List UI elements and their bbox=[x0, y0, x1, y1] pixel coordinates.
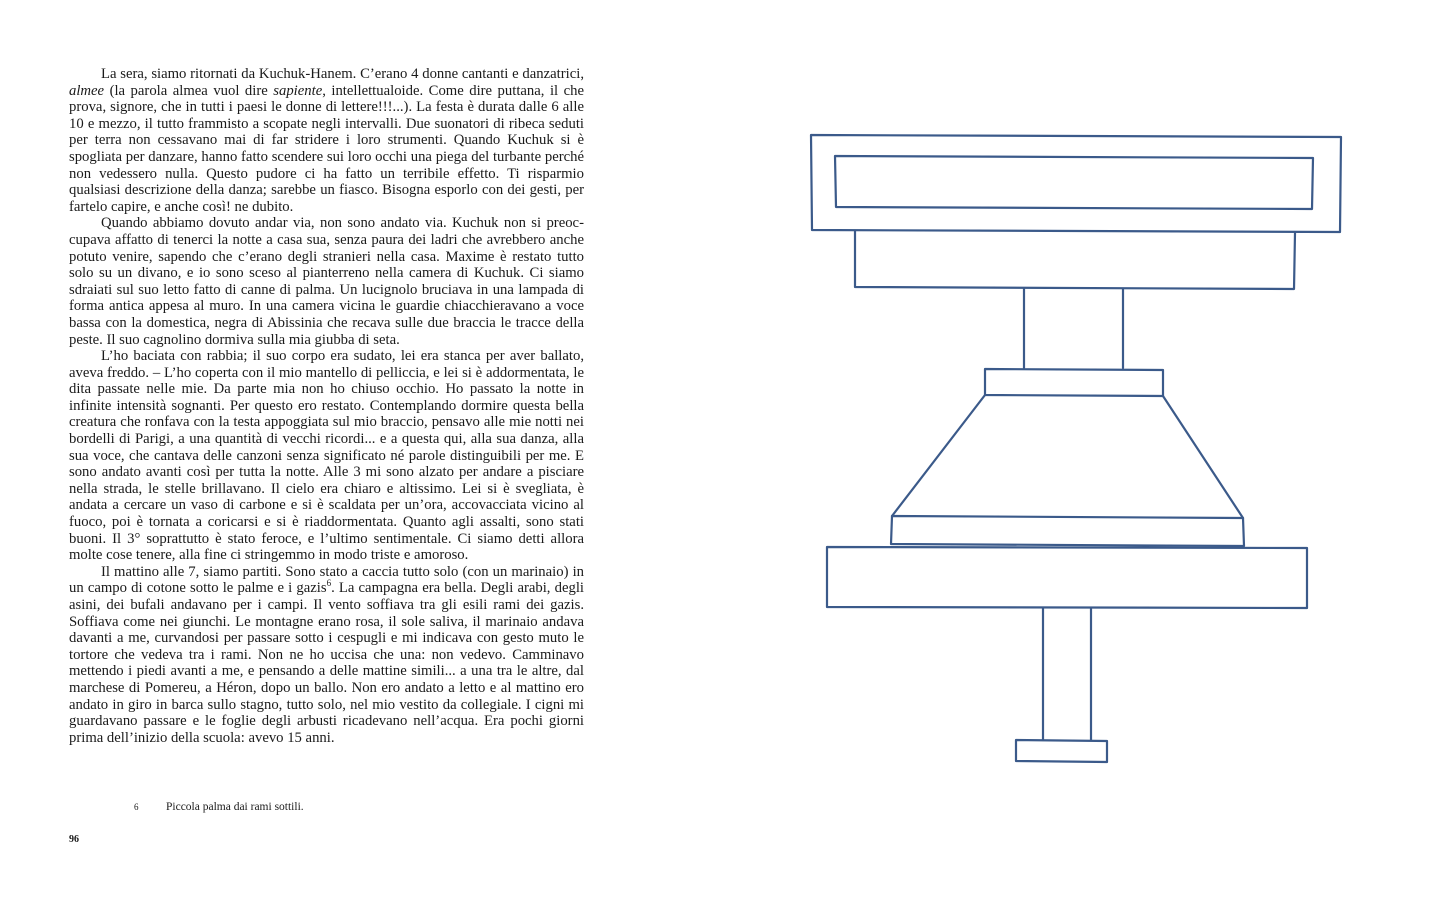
italic-term: almee bbox=[69, 82, 105, 99]
footnote bbox=[134, 800, 304, 814]
trapezoid-right bbox=[1163, 396, 1243, 518]
text-run: Il mattino alle 7, siamo partiti. Sono stato a caccia tutto solo (con un marinaio) in un campo di cotone sotto le palme e i gazis bbox=[69, 563, 584, 597]
page-number: 96 bbox=[69, 834, 79, 845]
upper-block bbox=[855, 231, 1295, 289]
text-run: Quando abbiamo dovuto andar via, non sono andato via. Kuchuk non si preoccupava affatto di tenerci la notte a casa sua, senza paura dei ladri che avrebbero anche potuto venire, sapendo che c’erano degli stranieri nella casa. Maxime è restato tutto solo su un divano, e io sono sceso al pianterreno nella camera di Kuchuk. Ci siamo sdraiati sul suo letto fatto di canne di palma. Un lucignolo bruciava in una lampada di forma antica appesa al muro. In una camera vicina le guardie chiacchieravano a voce bassa con la domestica, negra di Abissinia che recava sulle due braccia le tracce della peste. Il suo cagnolino dormiva sulla mia giubba di seta. bbox=[69, 215, 584, 348]
body-text bbox=[69, 66, 584, 746]
text-run: . La campagna era bella. Degli arabi, degli asini, dei bufali andavano per i campi. Il vento soffiava tra gli esili rami dei gazis. Soffiava come nei giunchi. Le montagne erano rosa, il sole saliva, il marinaio andava davanti a me, curvandosi per passare sotto i cespugli e mi indicava con gesto muto le tortore che vedeva tra i rami. Non ne ho uccisa che una: non vedevo. Camminavo mettendo i piedi avanti a me, e pensando a delle mattine simili... a una tra le altre, dal marchese di Pomereu, a Héron, dopo un ballo. Non ero andato a letto e al mattino ero andato in giro in barca sullo stagno, tutto solo, nel mio vestito da collegiale. I cigni mi guardavano passare e le foglie degli arbusti ricadevano nell’acqua. Era pochi giorni prima dell’inizio della scuola: avevo 15 anni. bbox=[69, 580, 584, 746]
base-band bbox=[891, 516, 1244, 546]
text-run: , intellettualoide. Come dire puttana, il che prova, signore, che in tutti i paesi le donne di lettere!!!...). La festa è durata dalle 6 alle 10 e mezzo, il tutto frammisto a scopate negli intervalli. Due suonatori di ribeca seduti per terra non cessavano mai di far stridere i loro strumenti. Quando Kuchuk si è spogliata per danzare, hanno fatto scendere sui loro occhi una piega del turbante perché non vedessero nulla. Questo pudore ci ha fatto un terribile effetto. Ti risparmio qualsiasi descrizione della danza; sarebbe un fiasco. Bisogna esporlo con dei gesti, per fartelo capire, e anche così! ne dubito. bbox=[69, 82, 584, 215]
foot bbox=[1016, 740, 1107, 762]
trapezoid-left bbox=[892, 395, 985, 516]
footnote-text: Piccola palma dai rami sottili. bbox=[166, 801, 304, 813]
paragraph bbox=[69, 215, 584, 348]
column-drawing bbox=[717, 0, 1434, 912]
top-slab-outer bbox=[811, 135, 1341, 232]
paragraph bbox=[69, 66, 584, 215]
right-page bbox=[717, 0, 1434, 912]
paragraph bbox=[69, 564, 584, 747]
footnote-ref: 6 bbox=[326, 578, 332, 589]
footnote-number: 6 bbox=[134, 802, 139, 812]
text-run: L’ho baciata con rabbia; il suo corpo era sudato, lei era stanca per aver ballato, aveva freddo. – L’ho coperta con il mio mantello di pelliccia, e lei si è addormentata, le dita passate nelle mie. Da parte mia non ho chiuso occhio. Ho passato la notte in infinite intensità sognanti. Per questo ero restato. Contemplando dormire questa bella creatura che ronfava con la testa appoggiata sul mio braccio, pensavo alle mie notti nei bordelli di Parigi, a una quantità di vecchi ricordi... e a questa qui, alla sua danza, alla sua voce, che cantava delle canzoni senza significato né parole distinguibili per me. E sono andato avanti così per tutta la notte. Alle 3 mi sono alzato per andare a pisciare nella strada, le stelle brillavano. Il cielo era chiaro e altissimo. Lei si è svegliata, è andata a cercare un vaso di carbone e si è scaldata per un’ora, accovacciata vicino al fuoco, poi è tornata a coricarsi e si è riaddormentata. Quanto agli assalti, sono stati buoni. Il 3° soprattutto è stato feroce, e l’ultimo sentimentale. Ci siamo detti allora molte cose tenere, alla fine ci stringemmo in modo triste e amoroso. bbox=[69, 348, 584, 564]
capital-band bbox=[985, 369, 1163, 396]
paragraph bbox=[69, 348, 584, 564]
text-run: La sera, siamo ritornati da Kuchuk-Hanem. C’erano 4 donne cantanti e danzatrici, bbox=[101, 66, 584, 82]
italic-term: sapiente bbox=[273, 82, 323, 99]
text-run: (la parola almea vuol dire bbox=[104, 82, 274, 99]
large-base bbox=[827, 547, 1307, 608]
top-slab-inner bbox=[835, 156, 1313, 209]
